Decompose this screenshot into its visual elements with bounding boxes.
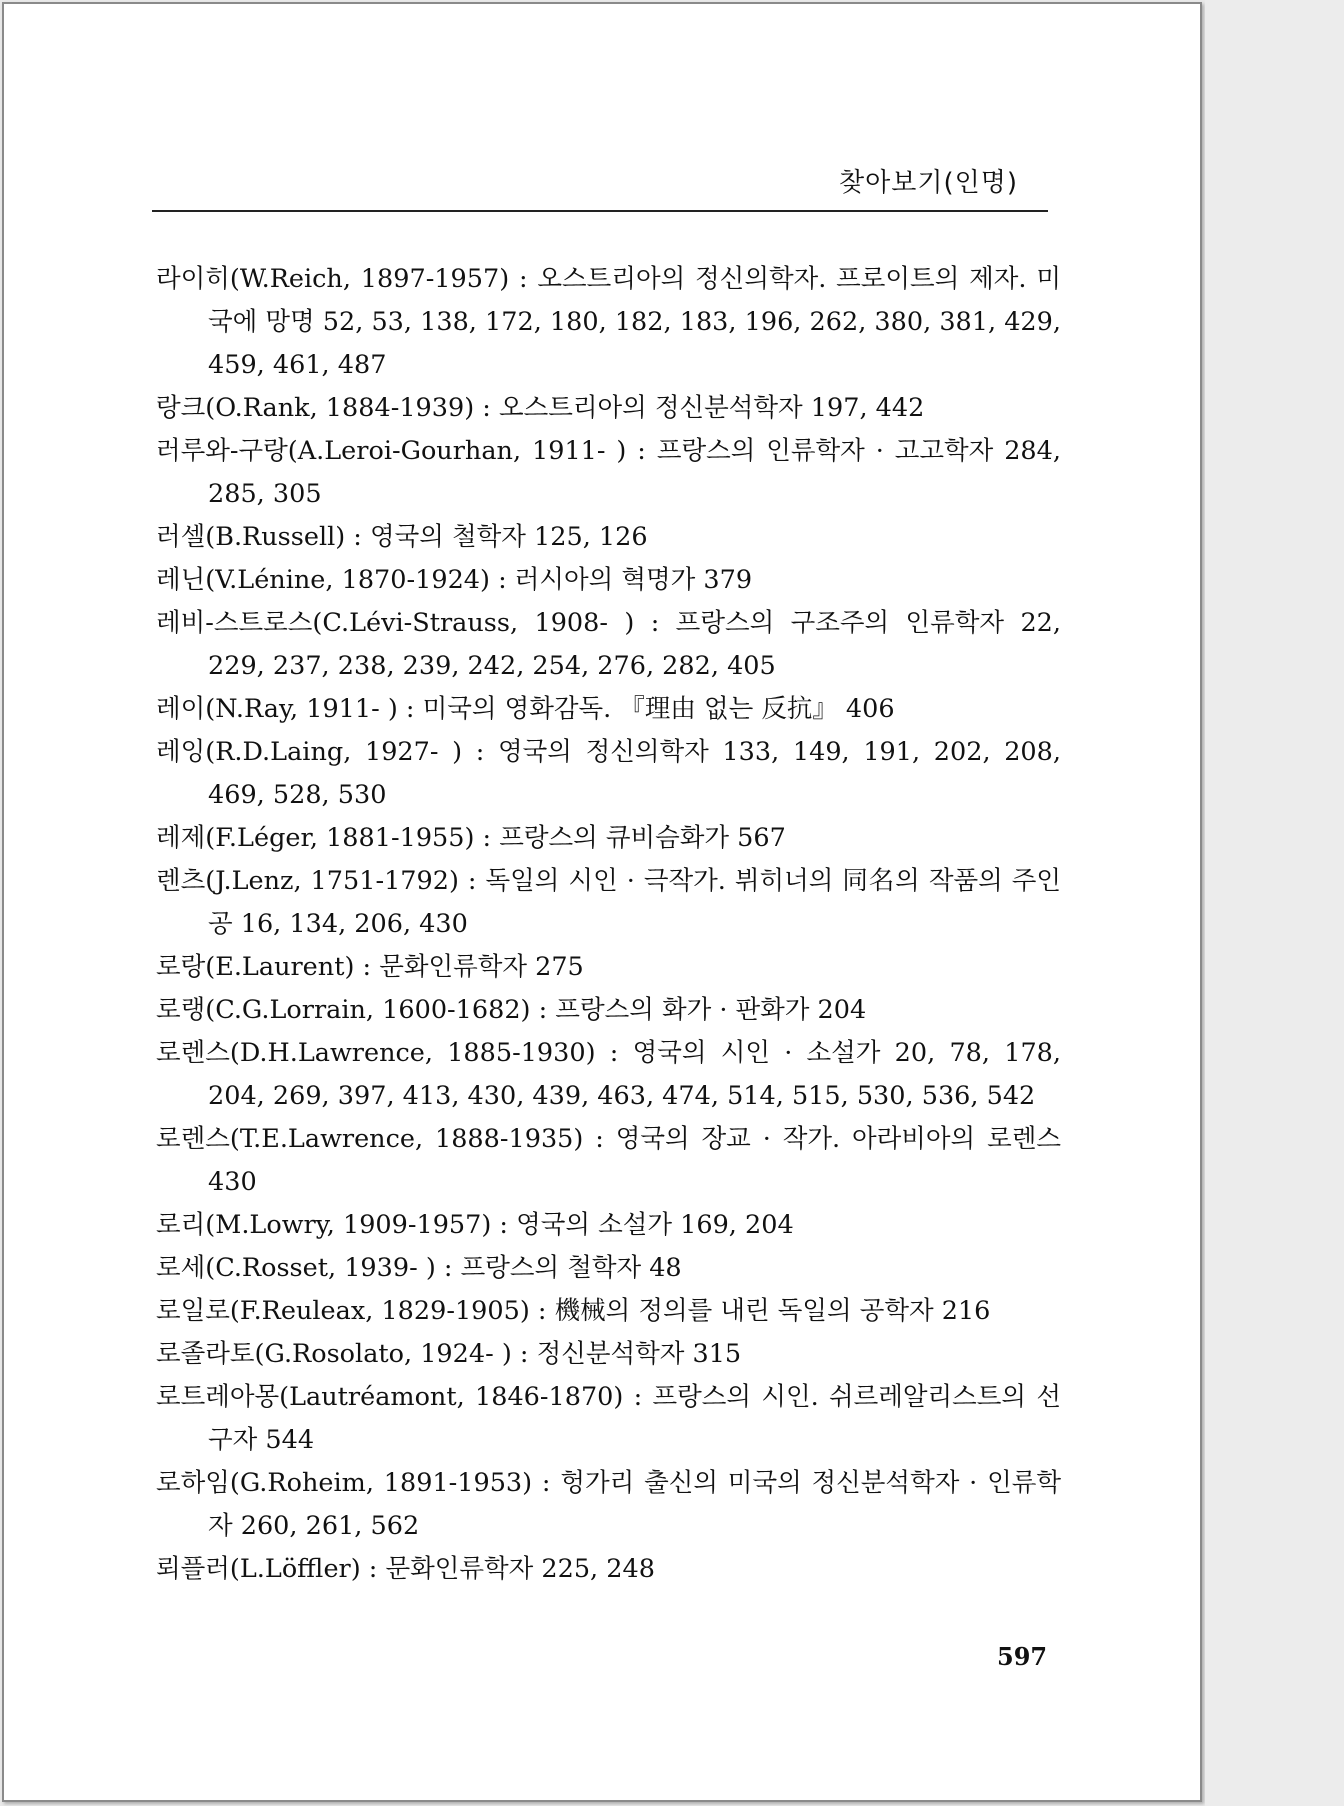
index-entry: 레비-스트로스(C.Lévi-Strauss, 1908- ) : 프랑스의 구조주의 인류학자 22, 229, 237, 238, 239, 242, 254, 276, 282, 405	[156, 608, 1061, 681]
index-entry: 레제(F.Léger, 1881-1955) : 프랑스의 큐비슴화가 567	[156, 823, 786, 853]
index-entry: 렌츠(J.Lenz, 1751-1792) : 독일의 시인 · 극작가. 뷔히너의 同名의 작품의 주인공 16, 134, 206, 430	[156, 866, 1061, 939]
header-title: 찾아보기(인명)	[839, 168, 1018, 198]
index-entry: 로랭(C.G.Lorrain, 1600-1682) : 프랑스의 화가 · 판화가 204	[156, 995, 867, 1025]
index-entry: 로렌스(D.H.Lawrence, 1885-1930) : 영국의 시인 · 소설가 20, 78, 178, 204, 269, 397, 413, 430, 439, 463, 474, 514, 515, 530, 536, 542	[156, 1038, 1061, 1111]
index-entry: 로랑(E.Laurent) : 문화인류학자 275	[156, 952, 584, 982]
page-background-edge	[1205, 0, 1344, 1806]
index-entry: 라이히(W.Reich, 1897-1957) : 오스트리아의 정신의학자. 프로이트의 제자. 미국에 망명 52, 53, 138, 172, 180, 182, 183, 196, 262, 380, 381, 429, 459, 461, 487	[156, 264, 1061, 380]
index-entry: 로세(C.Rosset, 1939- ) : 프랑스의 철학자 48	[156, 1253, 682, 1283]
index-entry: 레닌(V.Lénine, 1870-1924) : 러시아의 혁명가 379	[156, 565, 753, 595]
running-header	[152, 162, 1048, 212]
index-entry: 로리(M.Lowry, 1909-1957) : 영국의 소설가 169, 204	[156, 1210, 794, 1240]
page-number: 597	[997, 1642, 1048, 1671]
index-entry: 로렌스(T.E.Lawrence, 1888-1935) : 영국의 장교 · 작가. 아라비아의 로렌스 430	[156, 1124, 1061, 1197]
index-entry: 랑크(O.Rank, 1884-1939) : 오스트리아의 정신분석학자 197, 442	[156, 393, 925, 423]
index-entry: 뢰플러(L.Löffler) : 문화인류학자 225, 248	[156, 1554, 655, 1584]
index-entry: 레이(N.Ray, 1911- ) : 미국의 영화감독. 『理由 없는 反抗』 406	[156, 694, 895, 724]
index-entry: 레잉(R.D.Laing, 1927- ) : 영국의 정신의학자 133, 149, 191, 202, 208, 469, 528, 530	[156, 737, 1061, 810]
index-entry: 로하임(G.Roheim, 1891-1953) : 헝가리 출신의 미국의 정신분석학자 · 인류학자 260, 261, 562	[156, 1468, 1061, 1541]
index-entry: 러셀(B.Russell) : 영국의 철학자 125, 126	[156, 522, 648, 552]
index-entry: 로일로(F.Reuleax, 1829-1905) : 機械의 정의를 내린 독일의 공학자 216	[156, 1296, 991, 1326]
index-entry-list	[156, 258, 1061, 1591]
index-entry: 로졸라토(G.Rosolato, 1924- ) : 정신분석학자 315	[156, 1339, 742, 1369]
index-entry: 러루와-구랑(A.Leroi-Gourhan, 1911- ) : 프랑스의 인류학자 · 고고학자 284, 285, 305	[156, 436, 1061, 509]
index-entry: 로트레아몽(Lautréamont, 1846-1870) : 프랑스의 시인. 쉬르레알리스트의 선구자 544	[156, 1382, 1061, 1455]
book-page	[2, 2, 1202, 1802]
